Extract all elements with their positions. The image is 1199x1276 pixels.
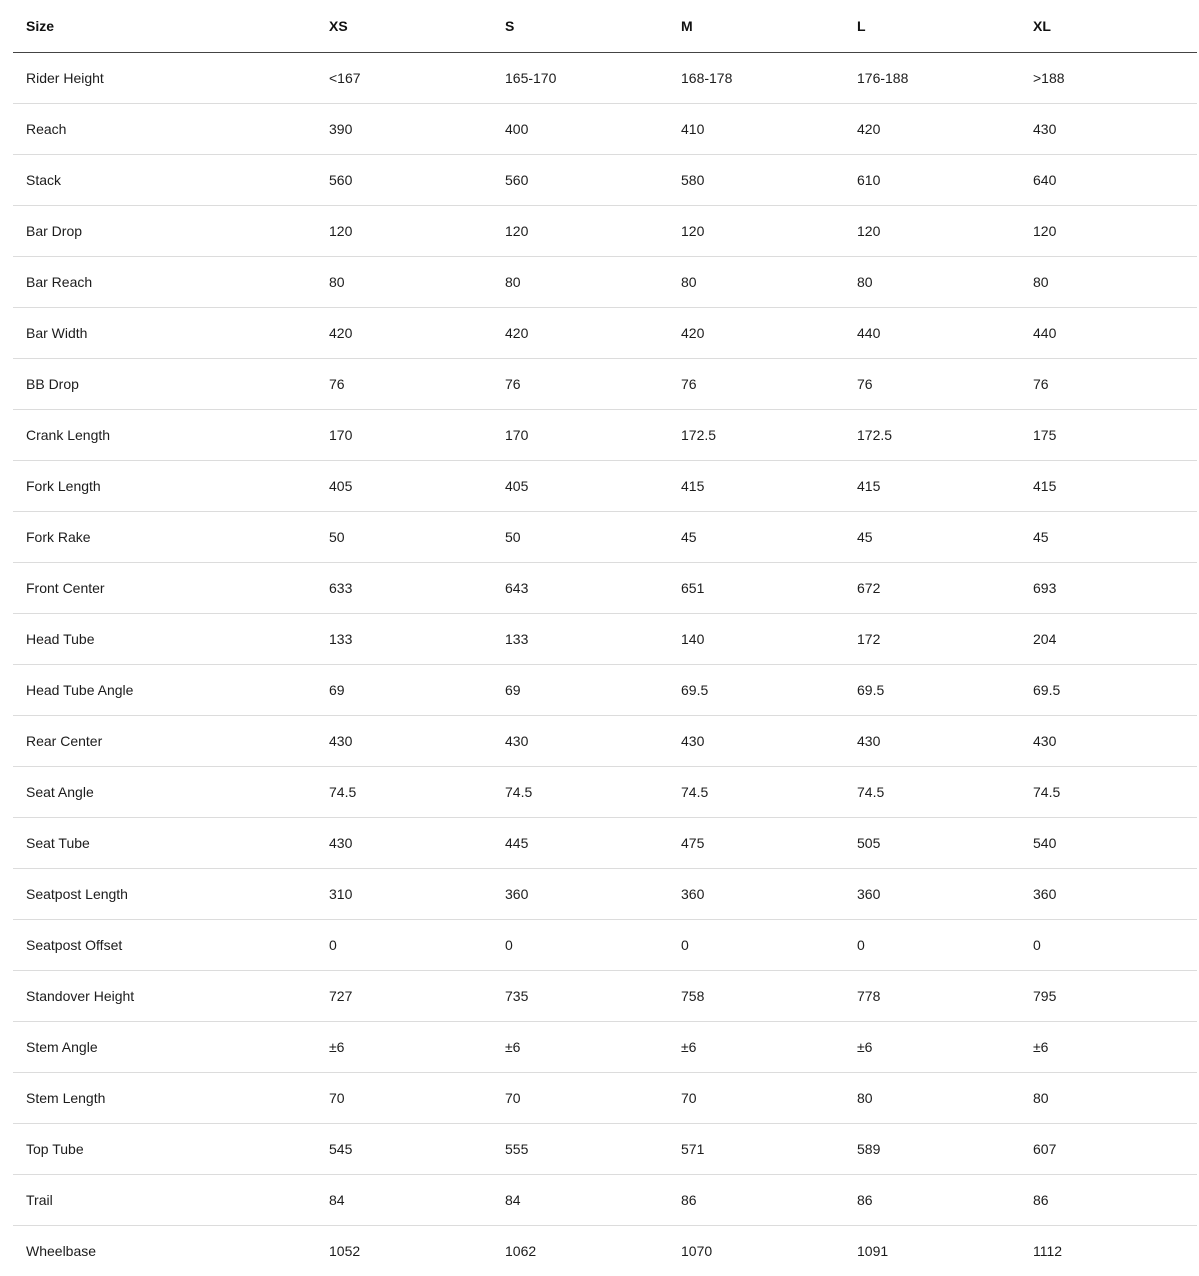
table-cell: 120 [668, 206, 844, 257]
table-row [13, 971, 1197, 1022]
table-cell: <167 [316, 53, 492, 104]
geometry-table [13, 0, 1197, 1276]
table-cell: 170 [316, 410, 492, 461]
table-row [13, 818, 1197, 869]
table-cell: 633 [316, 563, 492, 614]
table-cell: 1052 [316, 1226, 492, 1276]
table-cell: 795 [1020, 971, 1197, 1022]
table-cell: 120 [316, 206, 492, 257]
table-cell: 45 [1020, 512, 1197, 563]
table-cell: 172.5 [668, 410, 844, 461]
table-cell: 170 [492, 410, 668, 461]
table-cell: 168-178 [668, 53, 844, 104]
header-size-xs: XS [316, 0, 492, 53]
table-cell: 80 [1020, 257, 1197, 308]
table-row [13, 767, 1197, 818]
table-row [13, 410, 1197, 461]
table-cell: 74.5 [1020, 767, 1197, 818]
table-cell: 140 [668, 614, 844, 665]
table-cell: 571 [668, 1124, 844, 1175]
table-cell: 1062 [492, 1226, 668, 1276]
table-cell: 505 [844, 818, 1020, 869]
table-cell: 69.5 [668, 665, 844, 716]
table-cell: 204 [1020, 614, 1197, 665]
table-cell: 69 [316, 665, 492, 716]
row-label: Front Center [13, 563, 316, 614]
table-cell: 475 [668, 818, 844, 869]
table-row [13, 665, 1197, 716]
table-row [13, 563, 1197, 614]
table-cell: 430 [316, 716, 492, 767]
table-cell: 430 [844, 716, 1020, 767]
table-cell: 76 [844, 359, 1020, 410]
table-cell: 172.5 [844, 410, 1020, 461]
header-size-xl: XL [1020, 0, 1197, 53]
table-cell: 69.5 [844, 665, 1020, 716]
table-cell: 69 [492, 665, 668, 716]
row-label: Bar Width [13, 308, 316, 359]
table-cell: 176-188 [844, 53, 1020, 104]
header-size-m: M [668, 0, 844, 53]
table-cell: 727 [316, 971, 492, 1022]
table-cell: 440 [1020, 308, 1197, 359]
table-cell: 430 [1020, 716, 1197, 767]
row-label: Seatpost Offset [13, 920, 316, 971]
header-size-l: L [844, 0, 1020, 53]
table-row [13, 869, 1197, 920]
row-label: Seatpost Length [13, 869, 316, 920]
table-cell: 45 [844, 512, 1020, 563]
row-label: Stem Length [13, 1073, 316, 1124]
row-label: Top Tube [13, 1124, 316, 1175]
table-cell: 430 [492, 716, 668, 767]
table-cell: 758 [668, 971, 844, 1022]
table-row [13, 716, 1197, 767]
table-cell: 1070 [668, 1226, 844, 1276]
table-cell: 76 [1020, 359, 1197, 410]
row-label: Wheelbase [13, 1226, 316, 1276]
table-cell: 133 [316, 614, 492, 665]
table-cell: ±6 [316, 1022, 492, 1073]
table-cell: 70 [492, 1073, 668, 1124]
table-cell: 430 [1020, 104, 1197, 155]
table-cell: 70 [668, 1073, 844, 1124]
table-cell: 651 [668, 563, 844, 614]
table-cell: 133 [492, 614, 668, 665]
table-cell: 86 [1020, 1175, 1197, 1226]
table-row [13, 614, 1197, 665]
table-cell: 589 [844, 1124, 1020, 1175]
row-label: Head Tube [13, 614, 316, 665]
row-label: Bar Drop [13, 206, 316, 257]
table-cell: 80 [316, 257, 492, 308]
table-row [13, 155, 1197, 206]
table-row [13, 206, 1197, 257]
row-label: Crank Length [13, 410, 316, 461]
table-cell: 640 [1020, 155, 1197, 206]
table-cell: 580 [668, 155, 844, 206]
header-size-s: S [492, 0, 668, 53]
table-cell: 165-170 [492, 53, 668, 104]
table-cell: 400 [492, 104, 668, 155]
table-row [13, 308, 1197, 359]
table-row [13, 1022, 1197, 1073]
table-cell: ±6 [668, 1022, 844, 1073]
table-cell: 545 [316, 1124, 492, 1175]
table-row [13, 461, 1197, 512]
table-cell: >188 [1020, 53, 1197, 104]
table-row [13, 53, 1197, 104]
table-cell: 69.5 [1020, 665, 1197, 716]
table-cell: 0 [492, 920, 668, 971]
table-cell: 390 [316, 104, 492, 155]
table-cell: 74.5 [844, 767, 1020, 818]
table-cell: 405 [492, 461, 668, 512]
table-cell: 80 [1020, 1073, 1197, 1124]
table-row [13, 257, 1197, 308]
table-cell: 778 [844, 971, 1020, 1022]
table-cell: 80 [844, 1073, 1020, 1124]
table-cell: 430 [668, 716, 844, 767]
row-label: Standover Height [13, 971, 316, 1022]
table-cell: 405 [316, 461, 492, 512]
table-row [13, 359, 1197, 410]
table-cell: 74.5 [492, 767, 668, 818]
table-cell: 120 [1020, 206, 1197, 257]
row-label: BB Drop [13, 359, 316, 410]
table-cell: 0 [1020, 920, 1197, 971]
table-body [13, 53, 1197, 1276]
header-size-label: Size [13, 0, 316, 53]
table-row [13, 104, 1197, 155]
table-cell: 86 [844, 1175, 1020, 1226]
table-cell: 84 [316, 1175, 492, 1226]
table-cell: ±6 [844, 1022, 1020, 1073]
table-cell: 420 [668, 308, 844, 359]
table-cell: 76 [316, 359, 492, 410]
table-cell: 1091 [844, 1226, 1020, 1276]
table-header [13, 0, 1197, 53]
table-cell: 50 [316, 512, 492, 563]
table-row [13, 1124, 1197, 1175]
row-label: Bar Reach [13, 257, 316, 308]
table-cell: 672 [844, 563, 1020, 614]
table-cell: 415 [668, 461, 844, 512]
header-row [13, 0, 1197, 53]
table-cell: 420 [844, 104, 1020, 155]
row-label: Reach [13, 104, 316, 155]
table-cell: 175 [1020, 410, 1197, 461]
table-cell: 80 [668, 257, 844, 308]
table-cell: 76 [492, 359, 668, 410]
table-cell: 360 [492, 869, 668, 920]
table-cell: 0 [668, 920, 844, 971]
table-row [13, 1226, 1197, 1276]
table-cell: 86 [668, 1175, 844, 1226]
table-cell: 410 [668, 104, 844, 155]
table-cell: 0 [844, 920, 1020, 971]
table-cell: 80 [844, 257, 1020, 308]
table-cell: 445 [492, 818, 668, 869]
table-cell: 643 [492, 563, 668, 614]
table-cell: 430 [316, 818, 492, 869]
table-cell: 84 [492, 1175, 668, 1226]
table-cell: 120 [492, 206, 668, 257]
table-cell: 76 [668, 359, 844, 410]
table-cell: 607 [1020, 1124, 1197, 1175]
table-cell: 80 [492, 257, 668, 308]
row-label: Rear Center [13, 716, 316, 767]
table-cell: 540 [1020, 818, 1197, 869]
table-cell: 360 [1020, 869, 1197, 920]
table-cell: 74.5 [316, 767, 492, 818]
table-cell: 360 [668, 869, 844, 920]
table-cell: 50 [492, 512, 668, 563]
table-cell: 360 [844, 869, 1020, 920]
table-cell: 0 [316, 920, 492, 971]
table-cell: 560 [316, 155, 492, 206]
table-cell: 310 [316, 869, 492, 920]
table-cell: 70 [316, 1073, 492, 1124]
table-row [13, 1175, 1197, 1226]
table-row [13, 920, 1197, 971]
row-label: Seat Angle [13, 767, 316, 818]
table-row [13, 1073, 1197, 1124]
row-label: Stack [13, 155, 316, 206]
table-cell: 1112 [1020, 1226, 1197, 1276]
table-cell: ±6 [1020, 1022, 1197, 1073]
table-cell: 120 [844, 206, 1020, 257]
table-cell: 420 [316, 308, 492, 359]
row-label: Head Tube Angle [13, 665, 316, 716]
row-label: Seat Tube [13, 818, 316, 869]
table-cell: 610 [844, 155, 1020, 206]
table-cell: 735 [492, 971, 668, 1022]
table-cell: 440 [844, 308, 1020, 359]
row-label: Trail [13, 1175, 316, 1226]
table-cell: 560 [492, 155, 668, 206]
row-label: Rider Height [13, 53, 316, 104]
table-cell: 45 [668, 512, 844, 563]
table-row [13, 512, 1197, 563]
row-label: Fork Rake [13, 512, 316, 563]
table-cell: 693 [1020, 563, 1197, 614]
table-cell: 555 [492, 1124, 668, 1175]
table-cell: ±6 [492, 1022, 668, 1073]
table-cell: 415 [1020, 461, 1197, 512]
table-cell: 172 [844, 614, 1020, 665]
row-label: Fork Length [13, 461, 316, 512]
row-label: Stem Angle [13, 1022, 316, 1073]
table-cell: 74.5 [668, 767, 844, 818]
table-cell: 415 [844, 461, 1020, 512]
table-cell: 420 [492, 308, 668, 359]
